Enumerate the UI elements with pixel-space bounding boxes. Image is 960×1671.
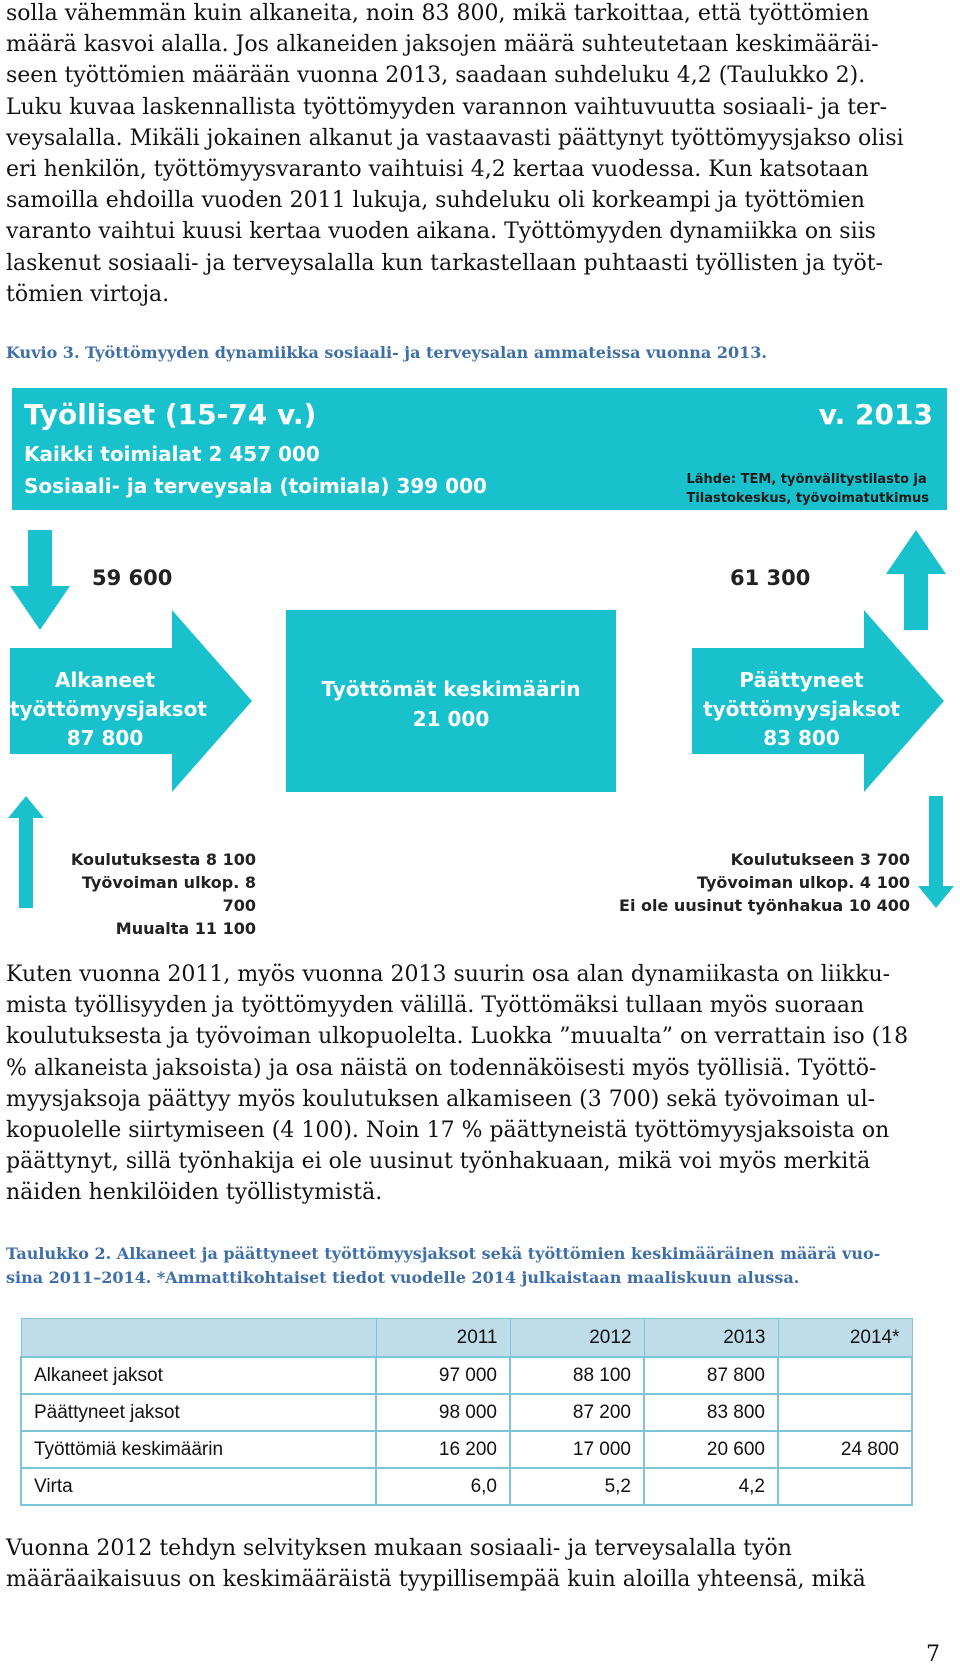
text-line: päättynyt, sillä työnhakija ei ole uusinut työnhakuaan, mikä voi myös merkitä [6, 1149, 871, 1175]
arrow-down-right-icon [918, 796, 954, 908]
middle-paragraph [6, 959, 941, 1209]
table-cell: 17 000 [510, 1431, 644, 1468]
banner-title: Työlliset (15-74 v.) [24, 398, 317, 431]
outro-paragraph [6, 1533, 941, 1595]
unemployment-table [20, 1318, 913, 1506]
table-cell: 16 200 [376, 1431, 510, 1468]
text-line: koulutuksesta ja työvoiman ulkopuolelta. Luokka ”muualta” on verrattain iso (18 [6, 1024, 909, 1050]
source-item: Muualta 11 100 [115, 919, 256, 938]
center-value: 21 000 [412, 707, 490, 731]
ended-periods-label [694, 666, 909, 753]
intro-paragraph [6, 0, 941, 310]
header-cell: 2011 [376, 1319, 510, 1358]
right-destinations-list [600, 848, 910, 917]
page-number: 7 [926, 1642, 940, 1667]
table-cell: 4,2 [644, 1468, 778, 1505]
text-line: näiden henkilöiden työllistymistä. [6, 1180, 383, 1206]
header-cell: 2013 [644, 1319, 778, 1358]
started-label-line: Alkaneet [54, 668, 156, 692]
text-line: % alkaneista jaksoista) ja osa näistä on todennäköisesti myös työllisiä. Työttö- [6, 1055, 877, 1081]
header-cell: 2012 [510, 1319, 644, 1358]
header-cell [21, 1319, 376, 1358]
text-line: Kuten vuonna 2011, myös vuonna 2013 suurin osa alan dynamiikasta on liikku- [6, 962, 891, 987]
text-line: kopuolelle siirtymiseen (4 100). Noin 17 % päättyneistä työttömyysjaksoista on [6, 1118, 890, 1144]
destination-item: Työvoiman ulkop. 4 100 [696, 873, 910, 892]
ended-label-line: Päättyneet [739, 668, 864, 692]
table-row [21, 1468, 912, 1505]
table-cell: 87 200 [510, 1394, 644, 1431]
text-line: seen työttömien määrään vuonna 2013, saadaan suhdeluku 4,2 (Taulukko 2). [6, 63, 866, 89]
employed-banner [12, 388, 947, 510]
table-cell [778, 1468, 912, 1505]
banner-year: v. 2013 [818, 398, 933, 431]
text-line: mista työllisyyden ja työttömyyden välillä. Työttömäksi tullaan myös suoraan [6, 993, 865, 1019]
header-cell: 2014* [778, 1319, 912, 1358]
text-line: veysalalla. Mikäli jokainen alkanut ja vastaavasti päättynyt työttömyysjakso olisi [6, 125, 904, 151]
row-label: Alkaneet jaksot [21, 1357, 376, 1394]
started-value: 87 800 [66, 726, 144, 750]
source-line: Lähde: TEM, työnvälitystilasto ja [686, 472, 927, 487]
left-sources-list [50, 848, 256, 940]
table-cell: 88 100 [510, 1357, 644, 1394]
table-cell: 98 000 [376, 1394, 510, 1431]
table-cell: 20 600 [644, 1431, 778, 1468]
table-cell: 24 800 [778, 1431, 912, 1468]
table-caption [6, 1242, 936, 1290]
ended-label-line: työttömyysjaksot [703, 697, 900, 721]
text-line: Vuonna 2012 tehdyn selvityksen mukaan sosiaali- ja terveysalalla työn [6, 1536, 792, 1561]
row-label: Päättyneet jaksot [21, 1394, 376, 1431]
table-cell [778, 1357, 912, 1394]
row-label: Työttömiä keskimäärin [21, 1431, 376, 1468]
banner-all-industries: Kaikki toimialat 2 457 000 [24, 442, 320, 466]
unemployed-average-label [286, 674, 616, 734]
table-header-row [21, 1319, 912, 1358]
center-label-line: Työttömät keskimäärin [321, 677, 581, 701]
text-line: solla vähemmän kuin alkaneita, noin 83 800, mikä tarkoittaa, että työttömien [6, 1, 870, 26]
text-line: eri henkilön, työttömyysvaranto vaihtuisi 4,2 kertaa vuodessa. Kun katsotaan [6, 157, 869, 183]
inflow-from-employed: 59 600 [92, 566, 173, 590]
banner-source [686, 470, 929, 508]
started-periods-label [10, 666, 207, 753]
source-item: Työvoiman ulkop. 8 700 [81, 873, 256, 915]
arrow-up-left-icon [8, 796, 44, 908]
table-row [21, 1394, 912, 1431]
figure-caption: Kuvio 3. Työttömyyden dynamiikka sosiaali- ja terveysalan ammateissa vuonna 2013. [6, 343, 767, 362]
text-line: määrä kasvoi alalla. Jos alkaneiden jaksojen määrä suhteutetaan keskimääräi- [6, 32, 879, 58]
text-line: myysjaksoja päättyy myös koulutuksen alkamiseen (3 700) sekä työvoiman ul- [6, 1086, 876, 1112]
text-line: tömien virtoja. [6, 281, 170, 307]
started-label-line: työttömyysjaksot [10, 697, 207, 721]
table-cell: 83 800 [644, 1394, 778, 1431]
table-row [21, 1357, 912, 1394]
destination-item: Koulutukseen 3 700 [730, 850, 910, 869]
source-item: Koulutuksesta 8 100 [70, 850, 256, 869]
dynamics-infographic [0, 388, 960, 938]
caption-line: Taulukko 2. Alkaneet ja päättyneet työttömyysjaksot sekä työttömien keskimääräinen määrä vuo- [6, 1244, 881, 1263]
caption-line: sina 2011–2014. *Ammattikohtaiset tiedot vuodelle 2014 julkaistaan maaliskuun alussa. [6, 1268, 800, 1287]
table-cell: 5,2 [510, 1468, 644, 1505]
table-cell: 97 000 [376, 1357, 510, 1394]
text-line: varanto vaihtui kuusi kertaa vuoden aikana. Työttömyyden dynamiikka on siis [6, 219, 876, 245]
table-cell: 6,0 [376, 1468, 510, 1505]
table-cell: 87 800 [644, 1357, 778, 1394]
ended-value: 83 800 [763, 726, 840, 750]
source-line: Tilastokeskus, työvoimatutkimus [686, 491, 929, 506]
text-line: samoilla ehdoilla vuoden 2011 lukuja, suhdeluku oli korkeampi ja työttömien [6, 188, 865, 214]
text-line: määräaikaisuus on keskimääräistä tyypillisempää kuin aloilla yhteensä, mikä [6, 1567, 866, 1593]
text-line: laskenut sosiaali- ja terveysalalla kun tarkastellaan puhtaasti työllisten ja työt- [6, 250, 883, 276]
banner-health-sector: Sosiaali- ja terveysala (toimiala) 399 000 [24, 474, 487, 498]
table-cell [778, 1394, 912, 1431]
text-line: Luku kuvaa laskennallista työttömyyden varannon vaihtuvuutta sosiaali- ja ter- [6, 94, 888, 120]
table-row [21, 1431, 912, 1468]
destination-item: Ei ole uusinut työnhakua 10 400 [619, 896, 910, 915]
row-label: Virta [21, 1468, 376, 1505]
outflow-to-employed: 61 300 [730, 566, 811, 590]
